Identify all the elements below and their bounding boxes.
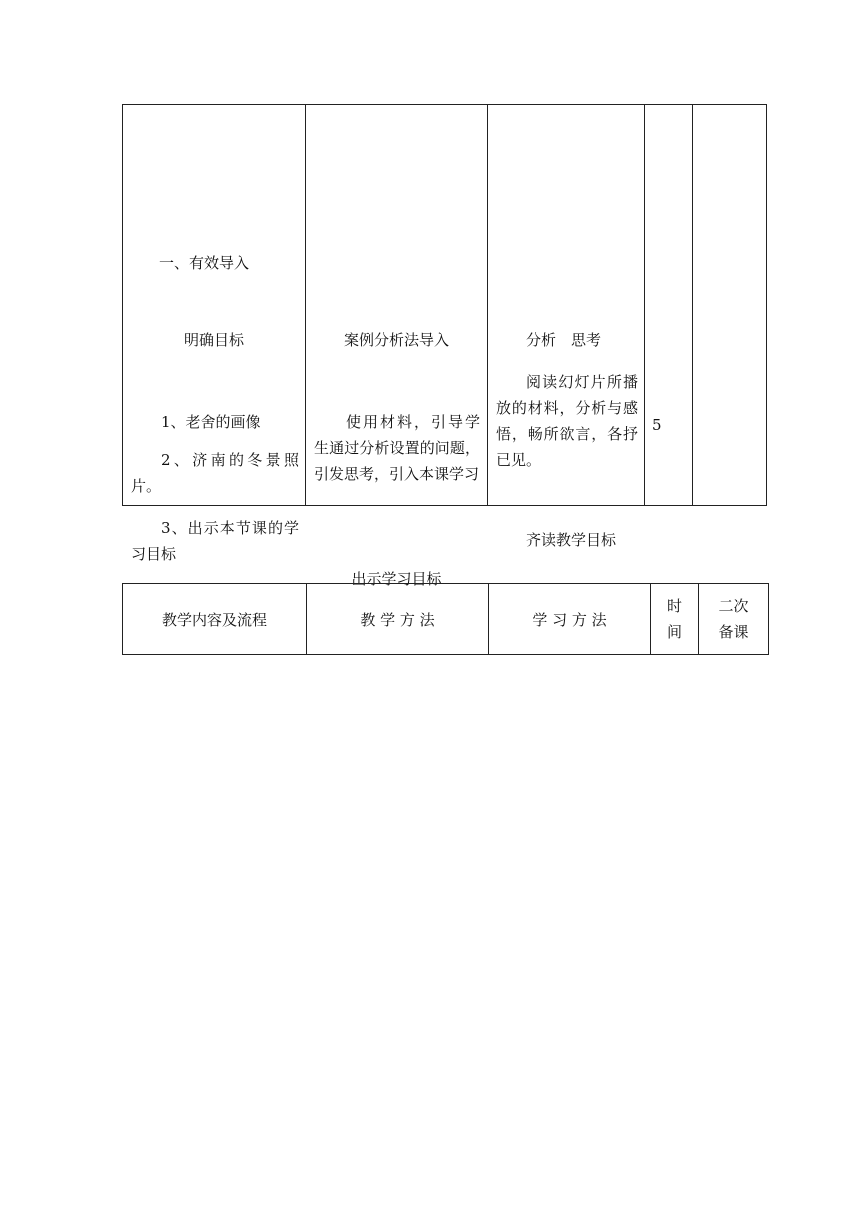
header-content: [123, 584, 307, 654]
time-value: 5: [652, 416, 662, 434]
time-column: [645, 105, 693, 505]
header-time: [651, 584, 699, 654]
header-second-prep-line1: 二次: [718, 597, 749, 615]
header-table: [122, 583, 769, 655]
read-goal-label: 齐读教学目标: [526, 531, 617, 549]
second-prep-column: [693, 105, 768, 505]
item-2: 2、济南的冬景照片。: [131, 451, 299, 495]
method-description: 使用材料，引导学生通过分析设置的问题，引发思考，引入本课学习: [314, 413, 480, 483]
header-teaching-method-label: 教 学 方 法: [360, 610, 435, 629]
header-content-label: 教学内容及流程: [161, 610, 267, 629]
header-time-line2: 间: [666, 623, 682, 641]
header-second-prep: [699, 584, 768, 654]
method-label: 案例分析法导入: [343, 331, 449, 349]
content-column: [123, 105, 306, 563]
analysis-label: 分析 思考: [526, 331, 602, 349]
header-second-prep-line2: 备课: [718, 623, 749, 641]
goal-label: 明确目标: [183, 331, 244, 349]
item-1: 1、老舍的画像: [161, 413, 261, 431]
item-3: 3、出示本节课的学习目标: [131, 519, 299, 563]
header-learning-method-label: 学 习 方 法: [532, 610, 607, 629]
header-teaching-method: [307, 584, 489, 654]
header-time-line1: 时: [666, 597, 682, 615]
header-learning-method: [489, 584, 651, 654]
lesson-table: [122, 104, 767, 588]
section-heading: 一、有效导入: [159, 254, 250, 272]
learning-description: 阅读幻灯片所播放的材料，分析与感悟，畅所欲言，各抒已见。: [496, 373, 638, 469]
show-goal-label: 出示学习目标: [351, 570, 442, 588]
teaching-method-column: [306, 105, 488, 588]
learning-method-column: [488, 105, 645, 549]
